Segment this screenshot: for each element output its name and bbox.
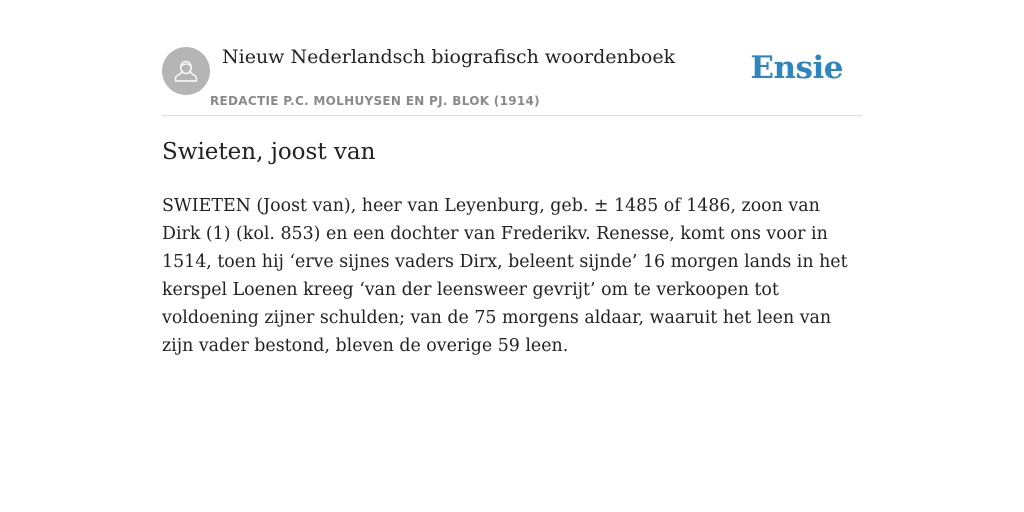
avatar [162,47,210,95]
entry-title: Swieten, joost van [162,139,376,165]
source-header [162,40,862,116]
user-silhouette-icon [172,57,200,85]
source-title[interactable]: Nieuw Nederlandsch biografisch woordenboek [222,46,676,68]
source-editors: REDACTIE P.C. MOLHUYSEN EN PJ. BLOK (1914) [210,94,540,108]
entry-body: SWIETEN (Joost van), heer van Leyenburg, geb. ± 1485 of 1486, zoon van Dirk (1) (kol. 853) en een dochter van Frederikv. Renesse, komt ons voor in 1514, toen hij ‘erve sijnes vaders Dirx, beleent sijnde’ 16 morgen lands in het kerspel Loenen kreeg ‘van der leensweer gevrijt’ om te verkoopen tot voldoening zijner schulden; van de 75 morgens aldaar, waaruit het leen van zijn vader bestond, bleven de overige 59 leen. [162,196,848,356]
ensie-logo[interactable]: Ensie [750,50,843,86]
